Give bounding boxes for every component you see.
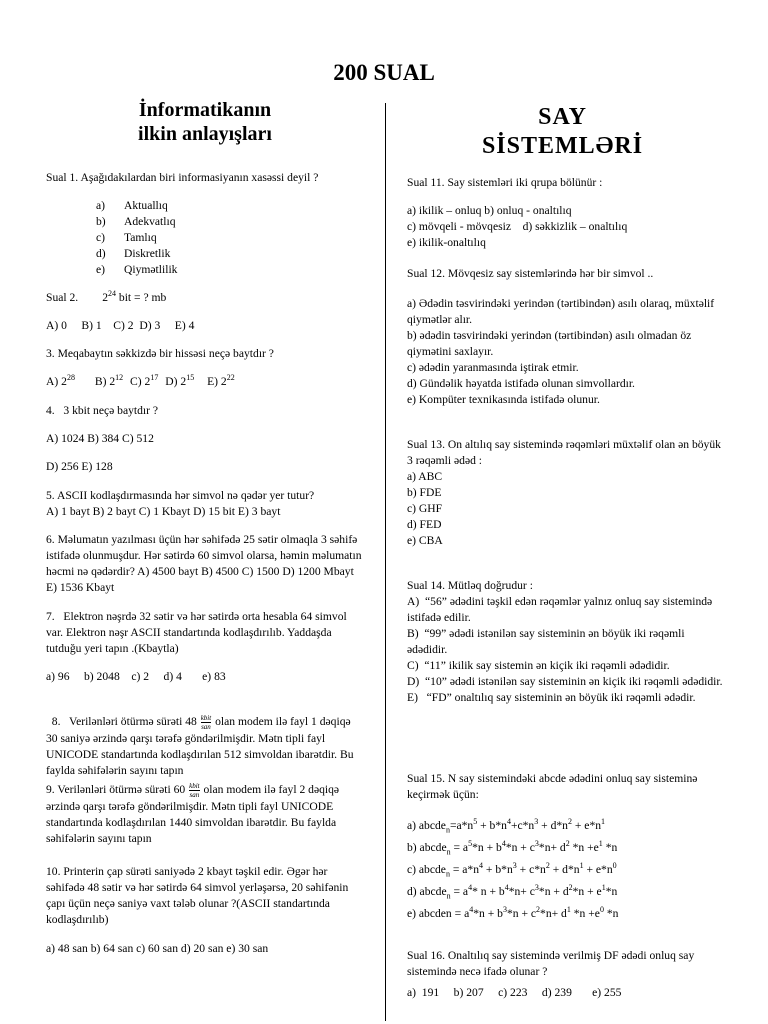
left-heading-line-1: İnformatikanın bbox=[138, 99, 272, 121]
question-5 bbox=[46, 488, 314, 520]
question-11: Sual 11. Say sistemləri iki qrupa bölünür : bbox=[407, 176, 603, 189]
question-13-text: Sual 13. On altılıq say sistemində rəqəmləri müxtəlif olan ən böyük 3 rəqəmli ədəd : bbox=[407, 438, 721, 467]
answer bbox=[207, 375, 235, 388]
question-12: Sual 12. Mövqesiz say sistemlərində hər bir simvol .. bbox=[407, 267, 654, 280]
question-2-label: Sual 2. bbox=[46, 291, 79, 304]
right-heading-line-2: SİSTEMLƏRİ bbox=[481, 133, 644, 159]
option-a: A) “56” ədədini təşkil edən rəqəmlər yalnız onluq say sistemində istifadə edilir. bbox=[407, 595, 716, 624]
left-heading bbox=[60, 98, 350, 146]
option-value: Adekvatlıq bbox=[124, 215, 176, 228]
question-2-rest: bit = ? mb bbox=[116, 291, 167, 304]
option-e: e) Kompüter texnikasında istifadə olunur. bbox=[407, 393, 600, 406]
question-8 bbox=[46, 698, 364, 779]
option-value: Aktuallıq bbox=[124, 199, 168, 212]
fraction-numerator: kbit bbox=[189, 782, 200, 790]
question-4-answers-1: A) 1024 B) 384 C) 512 bbox=[46, 432, 154, 445]
question-2 bbox=[46, 290, 166, 306]
answer-exponent: 12 bbox=[115, 373, 124, 383]
question-10: 10. Printerin çap sürəti saniyədə 2 kbayt təşkil edir. Əgər hər səhifədə 48 sətir və hər sətirdə 64 simvol yerləşərsə, 20 səhifənin çapı üçün neçə saniyə vaxt tələb olunar ?(ASCII standartında kodlaşdırılıb) bbox=[46, 865, 349, 926]
question-7-answers: a) 96 b) 2048 c) 2 d) 4 e) 83 bbox=[46, 670, 226, 683]
question-3-answers bbox=[46, 374, 235, 390]
question-14 bbox=[407, 578, 725, 706]
option-key: e) bbox=[96, 263, 106, 276]
answer-exponent: 22 bbox=[226, 373, 235, 383]
question-15: Sual 15. N say sistemindəki abcde ədədini onluq say sisteminə keçirmək üçün: bbox=[407, 772, 698, 801]
question-8-text-start: 8. Verilənləri ötürmə sürəti 48 bbox=[51, 715, 200, 729]
option-c: c) GHF bbox=[407, 502, 443, 515]
column-divider bbox=[385, 103, 386, 1021]
fraction-denominator: san bbox=[189, 791, 200, 799]
option-d: d) Gündəlik həyatda istifadə olunan simvollardır. bbox=[407, 377, 635, 390]
formula-option-c: c) abcde$_n$ = $a*n^4 + b*n^3 + c*n^2 + d*n^1 + e*n^0$ bbox=[407, 861, 617, 879]
option-line: e) ikilik-onaltılıq bbox=[407, 236, 486, 249]
option-value: Tamlıq bbox=[124, 231, 157, 244]
option-row bbox=[96, 198, 177, 214]
question-2-exponent: 24 bbox=[108, 289, 117, 299]
question-2-answers: A) 0 B) 1 C) 2 D) 3 E) 4 bbox=[46, 319, 195, 332]
question-12-options bbox=[407, 296, 725, 408]
question-3: 3. Meqabaytın səkkizdə bir hissəsi neçə baytdır ? bbox=[46, 347, 274, 360]
answer-base: A) 2 bbox=[46, 375, 67, 388]
page-title: 200 SUAL bbox=[333, 60, 435, 85]
option-e: E) “FD” onaltılıq say sisteminin ən böyük iki rəqəmli ədədir. bbox=[407, 691, 696, 704]
answer bbox=[165, 375, 194, 388]
question-10-answers: a) 48 san b) 64 san c) 60 san d) 20 san e) 30 san bbox=[46, 942, 269, 955]
question-6: 6. Məlumatın yazılması üçün hər səhifədə 25 sətir olmaqla 3 səhifə istifadə olunmuşdur. Hər sətirdə 60 simvol olarsa, həmin məlumatın həcmi nə qədərdir? A) 4500 bayt B) 4500 C) 1500 D) 1200 Mbayt E) 1536 Kbayt bbox=[46, 533, 362, 594]
question-9-text-start: 9. Verilənləri ötürmə sürəti 60 bbox=[46, 783, 189, 797]
answer bbox=[95, 375, 123, 388]
formula-option-e: e) abcden = $a^4*n + b^3*n + c^2*n+ d^1$ $*n +e^0$ *n bbox=[407, 905, 619, 920]
option-b: B) “99” ədədi istənilən say sisteminin ən böyük iki rəqəmli ədədidir. bbox=[407, 627, 688, 656]
fraction-denominator: san bbox=[201, 723, 211, 731]
answer-exponent: 28 bbox=[66, 373, 75, 383]
option-c: c) ədədin yaranmasında iştirak etmir. bbox=[407, 361, 579, 374]
question-4-answers-2: D) 256 E) 128 bbox=[46, 460, 113, 473]
option-a: a) Ədədin təsvirindəki yerindən (tərtibindən) asılı olaraq, müxtəlif qiymətlər alır. bbox=[407, 297, 715, 326]
formula-option-d: d) abcde$_n$ = $a^4*$ $n + b^4*n+ c^3*n + d^2*n + e^1*n$ bbox=[407, 883, 618, 901]
question-9 bbox=[46, 782, 364, 847]
answer-base: C) 2 bbox=[130, 375, 151, 388]
right-heading-line-1: SAY bbox=[538, 104, 587, 130]
unit-fraction bbox=[201, 714, 212, 731]
question-7: 7. Elektron nəşrdə 32 sətir və hər sətirdə orta hesabla 64 simvol var. Elektron nəşr ASCII standartında kodlaşdırılıb. Yaddaşda tutduğu yeri tapın .(Kbaytla) bbox=[46, 610, 350, 655]
question-8-text-end: olan modem ilə fayl 1 dəqiqə 30 saniyə ərzində qarşı tərəfə göndərilmişdir. Mətn tipli fayl UNICODE standartında kodlaşdırılan 512 simvoldan ibarətdir. Bu faylda səhifələrin sayını tapın bbox=[46, 715, 357, 777]
option-value: Diskretlik bbox=[124, 247, 171, 260]
option-row bbox=[96, 214, 177, 230]
option-b: b) ədədin təsvirindəki yerindən (tərtibindən) asılı olmadan öz qiymətini saxlayır. bbox=[407, 329, 692, 358]
answer-base: E) 2 bbox=[207, 375, 227, 388]
question-16-answers: a) 191 b) 207 c) 223 d) 239 e) 255 bbox=[407, 986, 622, 999]
answer bbox=[46, 375, 75, 388]
question-15-options bbox=[407, 815, 618, 925]
question-1-options bbox=[96, 198, 177, 278]
formula-option-a: a) $abcde_n=a*n^5 + b*n^4+c*n^3 + d*n^2 + e*n^1$ bbox=[407, 817, 606, 835]
question-11-options bbox=[407, 203, 627, 251]
question-5-answers: A) 1 bayt B) 2 bayt C) 1 Kbayt D) 15 bit E) 3 bayt bbox=[46, 505, 281, 518]
answer bbox=[130, 375, 158, 388]
option-line: c) mövqeli - mövqesiz d) səkkizlik – onaltılıq bbox=[407, 220, 628, 233]
option-key: d) bbox=[96, 247, 106, 260]
left-heading-line-2: ilkin anlayışları bbox=[138, 123, 272, 145]
unit-fraction bbox=[189, 782, 200, 799]
option-e: e) CBA bbox=[407, 534, 443, 547]
option-d: D) “10” ədədi istənilən say sisteminin ən kiçik iki rəqəmli ədədidir. bbox=[407, 675, 723, 688]
question-14-text: Sual 14. Mütləq doğrudur : bbox=[407, 579, 533, 592]
option-d: d) FED bbox=[407, 518, 442, 531]
option-b: b) FDE bbox=[407, 486, 442, 499]
option-line: a) ikilik – onluq b) onluq - onaltılıq bbox=[407, 204, 572, 217]
option-key: b) bbox=[96, 215, 106, 228]
answer-exponent: 17 bbox=[150, 373, 159, 383]
answer-base: D) 2 bbox=[165, 375, 187, 388]
question-13 bbox=[407, 437, 725, 549]
option-key: a) bbox=[96, 199, 106, 212]
option-row bbox=[96, 246, 177, 262]
option-key: c) bbox=[96, 231, 106, 244]
option-c: C) “11” ikilik say sistemin ən kiçik iki rəqəmli ədədidir. bbox=[407, 659, 670, 672]
option-row bbox=[96, 230, 177, 246]
formula-option-b: b) abcde$_n$ = $a^5*n + b^4*n + c^3*n+ d^2$ $*n +e^1$ *n bbox=[407, 839, 618, 857]
right-heading bbox=[400, 103, 725, 161]
answer-exponent: 15 bbox=[186, 373, 195, 383]
option-a: a) ABC bbox=[407, 470, 443, 483]
question-2-base: 2 bbox=[102, 291, 109, 304]
answer-base: B) 2 bbox=[94, 375, 116, 388]
option-value: Qiymətlilik bbox=[124, 263, 178, 276]
question-5-text: 5. ASCII kodlaşdırmasında hər simvol nə qədər yer tutur? bbox=[46, 489, 315, 502]
question-4: 4. 3 kbit neçə baytdır ? bbox=[46, 404, 159, 417]
option-row bbox=[96, 262, 177, 278]
fraction-numerator: kbit bbox=[200, 714, 212, 722]
question-9-text-end: olan modem ilə fayl 2 dəqiqə ərzində qarşı tərəfə göndərilmişdir. Mətn tipli fayl UNICODE standartında kodlaşdırılan 1440 simvoldan ibarətdir. Bu faylda səhifələrin sayını tapın bbox=[46, 783, 340, 845]
question-16: Sual 16. Onaltılıq say sistemində verilmiş DF ədədi onluq say sistemində necə ifadə olunar ? bbox=[407, 949, 695, 978]
question-1: Sual 1. Aşağıdakılardan biri informasiyanın xasəssi deyil ? bbox=[46, 171, 319, 184]
